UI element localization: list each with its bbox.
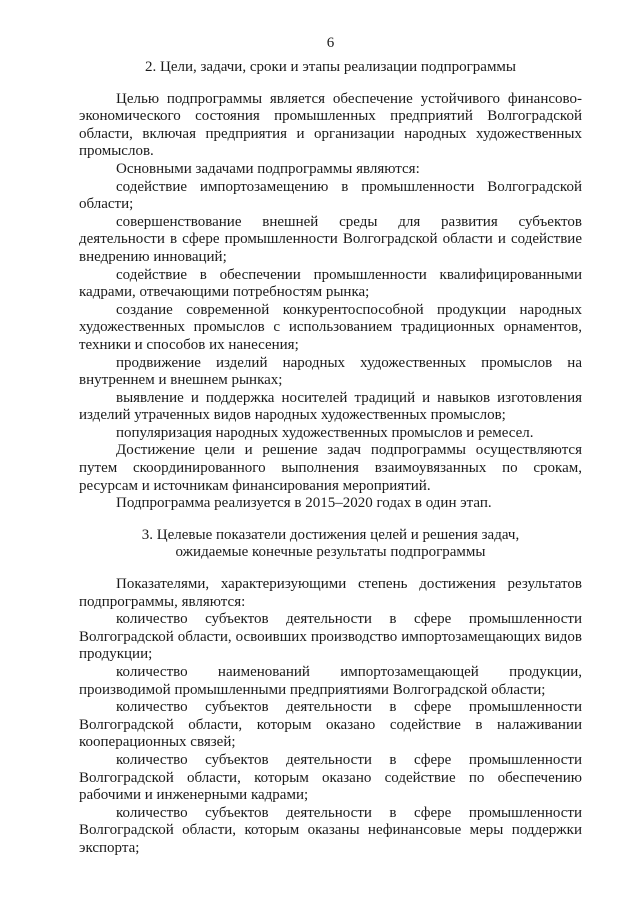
list-item: содействие импортозамещению в промышленности Волгоградской области; [79,178,582,213]
list-item: количество субъектов деятельности в сфере промышленности Волгоградской области, освоивших производство импортозамещающих видов продукции; [79,611,582,663]
list-item: количество субъектов деятельности в сфере промышленности Волгоградской области, которым оказано содействие по обеспечению рабочими и инженерными кадрами; [79,751,582,804]
list-item: содействие в обеспечении промышленности квалифицированными кадрами, отвечающими потребностям рынка; [79,266,582,301]
section-3 [79,527,582,858]
section-3-heading-line-2: ожидаемые конечные результаты подпрограммы [175,544,486,561]
list-item: выявление и поддержка носителей традиций и навыков изготовления изделий утраченных видов народных художественных промыслов; [79,389,582,424]
section-3-heading-line-1: 3. Целевые показатели достижения целей и решения задач, [141,526,520,543]
paragraph: Достижение цели и решение задач подпрограммы осуществляются путем скоординированного выполнения взаимоувязанных по срокам, ресурсам и источникам финансирования мероприятий. [79,442,582,494]
paragraph: Основными задачами подпрограммы являются: [116,160,420,177]
paragraph: Подпрограмма реализуется в 2015–2020 годах в один этап. [116,495,492,512]
list-item: совершенствование внешней среды для развития субъектов деятельности в сфере промышленности Волгоградской области и содействие внедрению инноваций; [79,213,582,265]
section-2-heading: 2. Цели, задачи, сроки и этапы реализации подпрограммы [144,59,517,75]
section-3-heading [79,527,582,562]
list-item: продвижение изделий народных художественных промыслов на внутреннем и внешнем рынках; [79,354,582,389]
paragraph: Целью подпрограммы является обеспечение устойчивого финансово-экономического состояния промышленных предприятий Волгоградской области, включая предприятия и организации народных художественных промыслов. [79,90,582,160]
page-number: 6 [326,35,335,51]
paragraph: Показателями, характеризующими степень достижения результатов подпрограммы, являются: [79,576,582,610]
list-item: количество субъектов деятельности в сфере промышленности Волгоградской области, которым оказано содействие в налаживании кооперационных связей; [79,699,582,751]
list-item: популяризация народных художественных промыслов и ремесел. [116,424,534,441]
section-2 [79,59,582,513]
list-item: количество наименований импортозамещающей продукции, производимой промышленными предприятиями Волгоградской области; [79,664,582,698]
list-item: количество субъектов деятельности в сфере промышленности Волгоградской области, которым оказаны нефинансовые меры поддержки экспорта; [79,804,582,856]
list-item: создание современной конкурентоспособной продукции народных художественных промыслов с использованием традиционных орнаментов, техники и способов их нанесения; [79,301,582,353]
